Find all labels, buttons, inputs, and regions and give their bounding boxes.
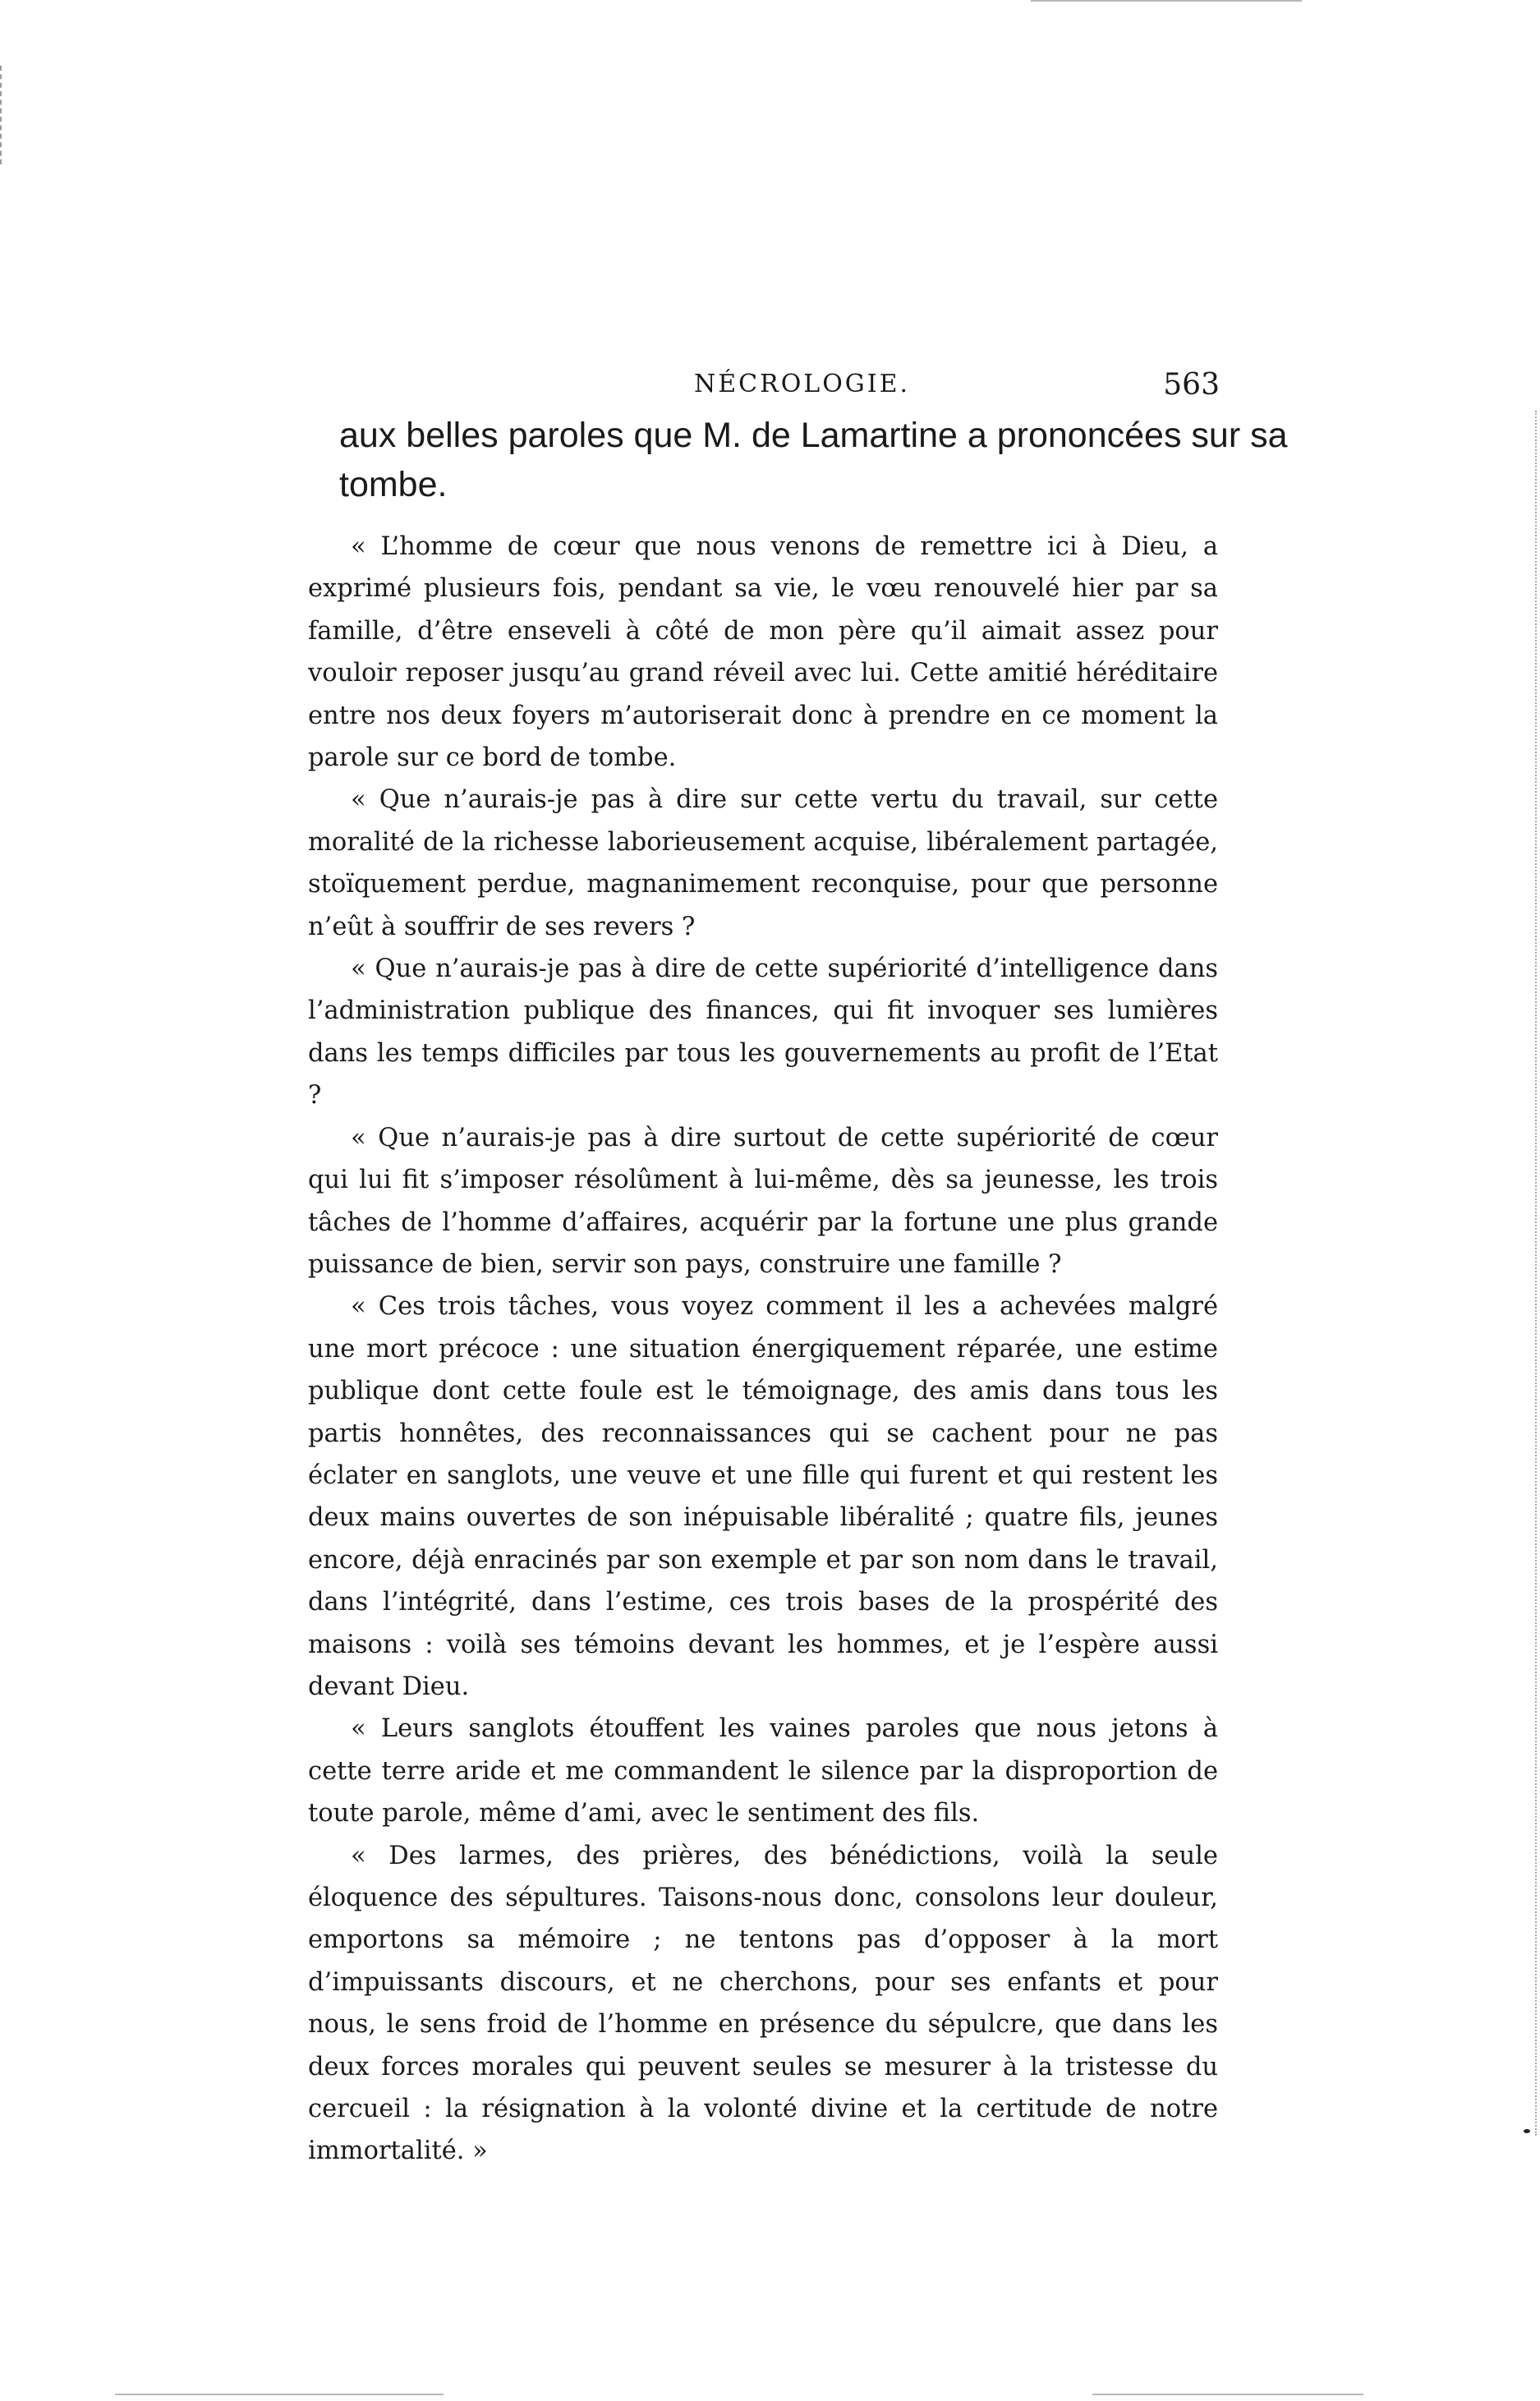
paragraph: « Leurs sanglots étouffent les vaines paroles que nous jetons à cette terre aride et me commandent le silence par la disproportion de toute parole, même d’ami, avec le sentiment des fils. [308,1714,1218,1828]
paragraph: « Des larmes, des prières, des bénédictions, voilà la seule éloquence des sépultures. Taisons-nous donc, consolons leur douleur, emportons sa mémoire ; ne tentons pas d’opposer à la mort d’impuissants discours, et ne cherchons, pour ses enfants et pour nous, le sens froid de l’homme en présence du sépulcre, que dans les deux forces morales qui peuvent seules se mesurer à la tristesse du cercueil : la résignation à la volonté divine et la certitude de notre immortalité. » [308,1841,1218,2166]
lead-text [339,411,1288,509]
ink-blot [1524,2129,1530,2133]
scan-edge-right [1533,411,1537,2136]
scan-edge-top [1031,0,1302,2]
paragraph: « L’homme de cœur que nous venons de remettre ici à Dieu, a exprimé plusieurs fois, pendant sa vie, le vœu renouvelé hier par sa famille, d’être enseveli à côté de mon père qu’il aimait assez pour vouloir reposer jusqu’au grand réveil avec lui. Cette amitié héréditaire entre nos deux foyers m’autoriserait donc à prendre en ce moment la parole sur ce bord de tombe. [308,532,1218,773]
paragraph: « Que n’aurais-je pas à dire de cette supériorité d’intelligence dans l’administration publique des finances, qui fit invoquer ses lumières dans les temps difficiles par tous les gouvernements au profit de l’Etat ? [308,954,1218,1111]
lead-line: tombe. [339,465,448,504]
lead-line: aux belles paroles que M. de Lamartine a prononcées sur sa [339,416,1288,455]
body-text [308,526,1218,2173]
scan-edge-bottom-right [1092,2394,1363,2395]
page-number: 563 [1163,368,1220,402]
running-head: NÉCROLOGIE. [694,370,911,398]
page-header [341,370,1220,411]
scan-edge-left [0,66,7,164]
paragraph: « Ces trois tâches, vous voyez comment il les a achevées malgré une mort précoce : une situation énergiquement réparée, une estime publique dont cette foule est le témoignage, des amis dans tous les partis honnêtes, des reconnaissances qui se cachent pour ne pas éclater en sanglots, une veuve et une fille qui furent et qui restent les deux mains ouvertes de son inépuisable libéralité ; quatre fils, jeunes encore, déjà enracinés par son exemple et par son nom dans le travail, dans l’intégrité, dans l’estime, ces trois bases de la prospérité des maisons : voilà ses témoins devant les hommes, et je l’espère aussi devant Dieu. [308,1292,1218,1701]
paragraph: « Que n’aurais-je pas à dire surtout de cette supériorité de cœur qui lui fit s’imposer résolûment à lui-même, dès sa jeunesse, les trois tâches de l’homme d’affaires, acquérir par la fortune une plus grande puissance de bien, servir son pays, construire une famille ? [308,1123,1218,1279]
scan-edge-bottom-left [115,2394,444,2395]
paragraph: « Que n’aurais-je pas à dire sur cette vertu du travail, sur cette moralité de la richesse laborieusement acquise, libéralement partagée, stoïquement perdue, magnanimement reconquise, pour que personne n’eût à souffrir de ses revers ? [308,785,1218,941]
